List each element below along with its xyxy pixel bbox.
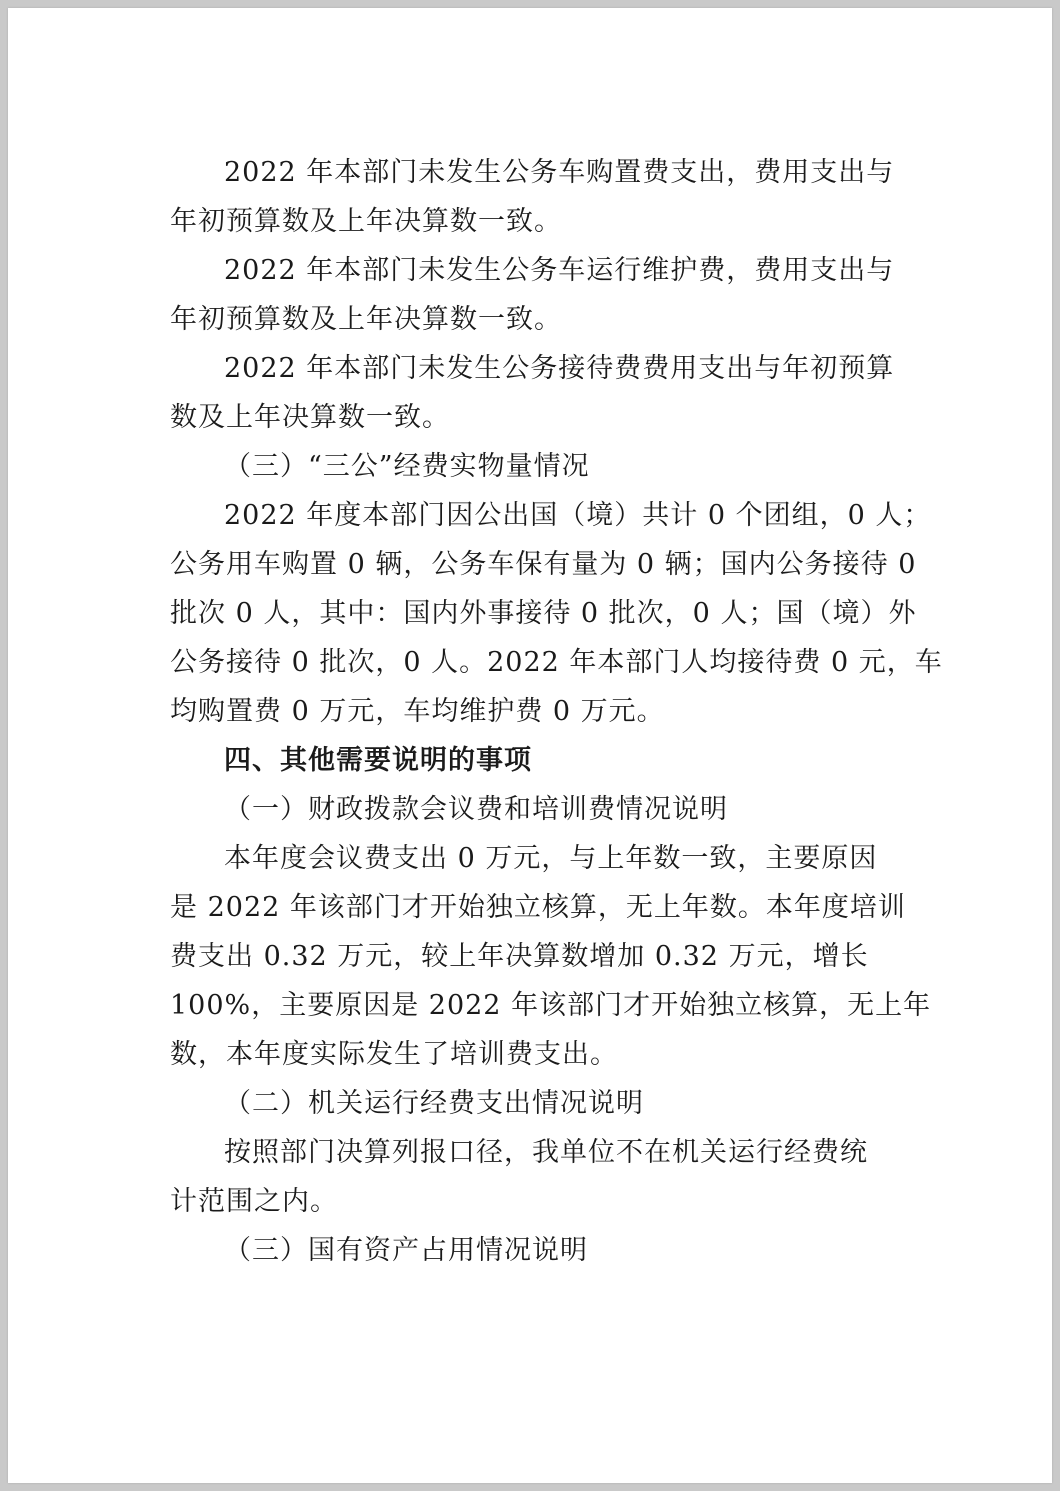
text-line: 数，本年度实际发生了培训费支出。 [170, 1039, 618, 1070]
text-line: 2022 年本部门未发生公务接待费费用支出与年初预算 [224, 353, 895, 384]
text-line: 公务用车购置 0 辆，公务车保有量为 0 辆；国内公务接待 0 [170, 549, 917, 580]
text-line: 100%，主要原因是 2022 年该部门才开始独立核算，无上年 [170, 990, 932, 1021]
text-line: 年初预算数及上年决算数一致。 [170, 304, 562, 335]
text-line: 费支出 0.32 万元，较上年决算数增加 0.32 万元，增长 [170, 941, 869, 972]
text-line: 年初预算数及上年决算数一致。 [170, 206, 562, 237]
text-line: 计范围之内。 [170, 1186, 338, 1217]
subsection-heading: （二）机关运行经费支出情况说明 [224, 1088, 644, 1119]
subsection-heading: （三）“三公”经费实物量情况 [224, 451, 590, 482]
text-line: 2022 年度本部门因公出国（境）共计 0 个团组，0 人； [224, 500, 932, 531]
document-page [8, 8, 1052, 1483]
subsection-heading: （一）财政拨款会议费和培训费情况说明 [224, 794, 728, 825]
text-line: 本年度会议费支出 0 万元，与上年数一致，主要原因 [224, 843, 878, 874]
text-line: 数及上年决算数一致。 [170, 402, 450, 433]
section-heading: 四、其他需要说明的事项 [224, 745, 532, 776]
text-line: 2022 年本部门未发生公务车运行维护费，费用支出与 [224, 255, 895, 286]
text-line: 2022 年本部门未发生公务车购置费支出，费用支出与 [224, 157, 895, 188]
text-line: 均购置费 0 万元，车均维护费 0 万元。 [170, 696, 665, 727]
text-line: 批次 0 人，其中：国内外事接待 0 批次，0 人；国（境）外 [170, 598, 917, 629]
text-line: 公务接待 0 批次，0 人。2022 年本部门人均接待费 0 元，车 [170, 647, 943, 678]
text-line: 按照部门决算列报口径，我单位不在机关运行经费统 [224, 1137, 868, 1168]
text-line: 是 2022 年该部门才开始独立核算，无上年数。本年度培训 [170, 892, 906, 923]
document-body [170, 148, 943, 1275]
subsection-heading: （三）国有资产占用情况说明 [224, 1235, 588, 1266]
